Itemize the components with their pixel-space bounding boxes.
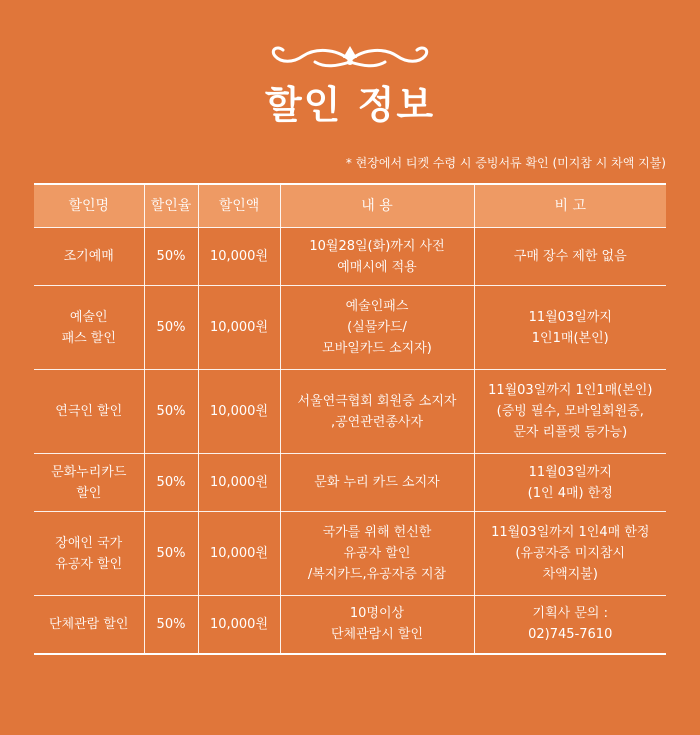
discount-note-cell — [474, 596, 666, 654]
discount-note-cell — [474, 228, 666, 286]
cell-text-line: 예술인 — [69, 309, 108, 325]
cell-text-line: 10,000원 — [209, 616, 269, 632]
cell-text-line: 예술인패스 — [345, 299, 409, 314]
cell-text-line: 연극인 할인 — [55, 404, 123, 419]
cell-text-line: 서울연극협회 회원증 소지자 — [297, 393, 457, 409]
cell-text-line: 단체관람 할인 — [49, 616, 129, 632]
discount-content-cell — [280, 228, 474, 286]
discount-note-cell — [474, 454, 666, 512]
discount-amount-cell — [198, 512, 280, 596]
cell-text-line: 11월03일까지 1인4매 한정 — [491, 525, 650, 540]
cell-text-line: 10,000원 — [209, 249, 269, 264]
cell-text-line: (유공자증 미지참시 — [515, 546, 626, 561]
column-header-note: 비 고 — [474, 184, 666, 228]
cell-text-line: /복지카드,유공자증 지참 — [307, 567, 447, 582]
cell-text-line: 11월03일까지 — [528, 309, 612, 325]
cell-text-line: 02)745-7610 — [528, 627, 613, 643]
cell-text-line: (증빙 필수, 모바일회원증, — [496, 404, 644, 419]
cell-text-line: 차액지불) — [542, 567, 598, 582]
discount-amount-cell — [198, 596, 280, 654]
discount-rate-cell — [144, 454, 198, 512]
discount-name-cell — [34, 512, 144, 596]
column-header-rate: 할인율 — [144, 184, 198, 228]
cell-text-line: 50% — [156, 249, 186, 264]
cell-text-line: 10,000원 — [209, 475, 269, 490]
cell-text-line: 50% — [156, 475, 186, 490]
cell-text-line: 유공자 할인 — [55, 556, 123, 572]
column-header-amount: 할인액 — [198, 184, 280, 228]
table-row — [34, 370, 666, 454]
cell-text-line: 장애인 국가 — [55, 535, 123, 551]
cell-text-line: 1인1매(본인) — [531, 330, 609, 346]
cell-text-line: 패스 할인 — [61, 330, 116, 346]
discount-amount-cell — [198, 370, 280, 454]
discount-amount-cell — [198, 454, 280, 512]
discount-content-cell — [280, 370, 474, 454]
discount-amount-cell — [198, 228, 280, 286]
discount-name-cell — [34, 286, 144, 370]
cell-text-line: 50% — [156, 404, 186, 419]
discount-name-cell — [34, 454, 144, 512]
cell-text-line: 10,000원 — [209, 320, 269, 335]
cell-text-line: 기획사 문의 : — [532, 606, 608, 622]
page-title: 할인 정보 — [264, 83, 436, 127]
cell-text-line: 11월03일까지 — [528, 464, 612, 480]
cell-text-line: 모바일카드 소지자) — [322, 341, 432, 356]
cell-text-line: (1인 4매) 한정 — [527, 485, 613, 501]
cell-text-line: 10,000원 — [209, 546, 269, 561]
cell-text-line: (실물카드/ — [347, 320, 407, 335]
discount-amount-cell — [198, 286, 280, 370]
cell-text-line: 문화누리카드 — [51, 464, 127, 480]
discount-note-cell — [474, 512, 666, 596]
cell-text-line: 11월03일까지 1인1매(본인) — [488, 383, 653, 398]
column-header-name: 할인명 — [34, 184, 144, 228]
table-row — [34, 228, 666, 286]
discount-note-cell — [474, 286, 666, 370]
cell-text-line: 구매 장수 제한 없음 — [513, 249, 627, 264]
table-body — [34, 228, 666, 654]
discount-content-cell — [280, 454, 474, 512]
discount-name-cell — [34, 370, 144, 454]
cell-text-line: 10명이상 — [349, 606, 405, 622]
discount-rate-cell — [144, 512, 198, 596]
cell-text-line: 50% — [156, 546, 186, 561]
cell-text-line: 문자 리플렛 등가능) — [513, 425, 628, 440]
discount-content-cell — [280, 286, 474, 370]
discount-rate-cell — [144, 596, 198, 654]
discount-name-cell — [34, 596, 144, 654]
cell-text-line: 할인 — [76, 485, 102, 501]
cell-text-line: 50% — [156, 616, 186, 632]
decorative-flourish-icon — [255, 42, 445, 72]
table-header-row — [34, 184, 666, 228]
cell-text-line: 예매시에 적용 — [337, 259, 417, 275]
discount-note-cell — [474, 370, 666, 454]
table-row — [34, 286, 666, 370]
cell-text-line: 국가를 위해 헌신한 — [322, 525, 432, 540]
verification-notice: * 현장에서 티켓 수령 시 증빙서류 확인 (미지참 시 차액 지불) — [345, 156, 666, 170]
discount-name-cell — [34, 228, 144, 286]
discount-content-cell — [280, 512, 474, 596]
discount-rate-cell — [144, 370, 198, 454]
cell-text-line: 10,000원 — [209, 404, 269, 419]
cell-text-line: 10월28일(화)까지 사전 — [309, 238, 445, 254]
column-header-content: 내 용 — [280, 184, 474, 228]
cell-text-line: 단체관람시 할인 — [330, 627, 424, 643]
cell-text-line: 유공자 할인 — [343, 546, 411, 561]
discount-table — [34, 183, 666, 655]
cell-text-line: 50% — [156, 320, 186, 335]
discount-content-cell — [280, 596, 474, 654]
table-row — [34, 596, 666, 654]
discount-rate-cell — [144, 286, 198, 370]
cell-text-line: 조기예매 — [63, 249, 114, 264]
table-row — [34, 454, 666, 512]
cell-text-line: ,공연관련종사자 — [330, 414, 424, 430]
table-row — [34, 512, 666, 596]
discount-rate-cell — [144, 228, 198, 286]
cell-text-line: 문화 누리 카드 소지자 — [314, 475, 440, 490]
